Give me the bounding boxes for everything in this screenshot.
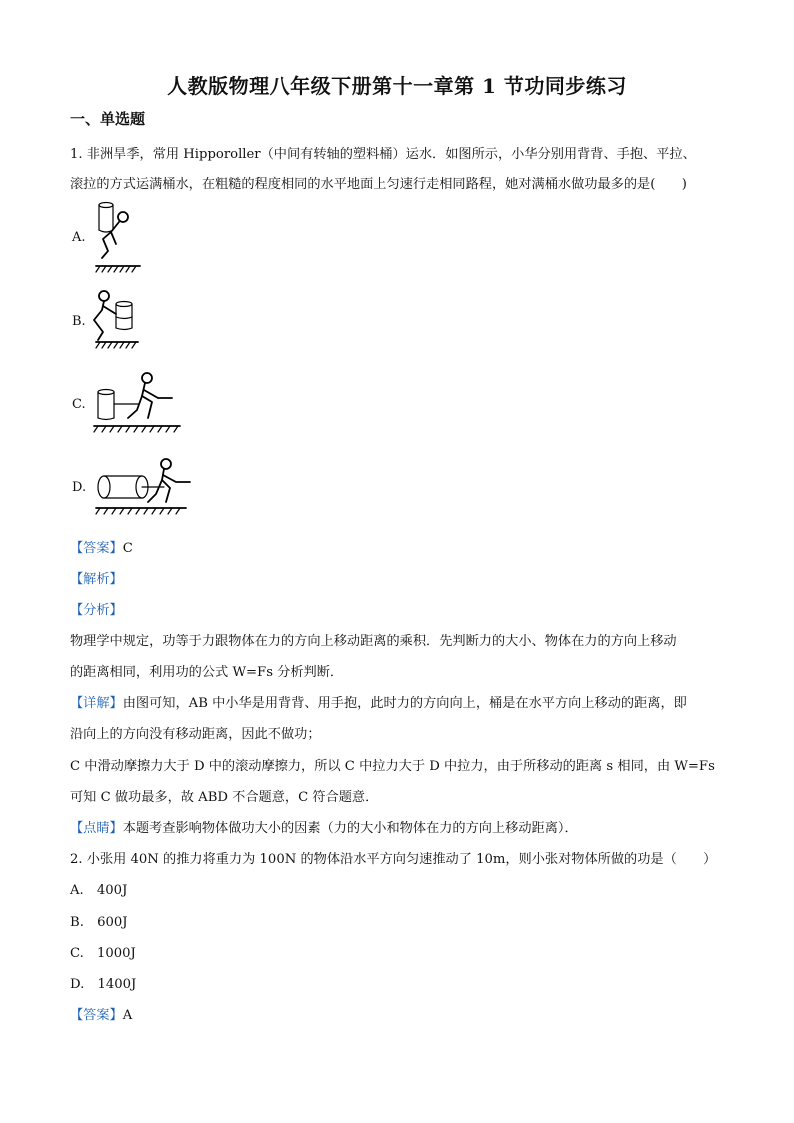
figure-d-roll (94, 450, 199, 522)
q2-option-a: A. 400J (70, 883, 128, 898)
xiangjie-tag: 【详解】 (70, 696, 123, 711)
answer-value: C (122, 541, 133, 556)
page-title: 人教版物理八年级下册第十一章第 1 节功同步练习 (167, 74, 627, 98)
q1-xiangjie-line2: 沿向上的方向没有移动距离，因此不做功； (70, 727, 321, 742)
q1-stem-line1: 1. 非洲旱季，常用 Hipporoller（中间有转轴的塑料桶）运水．如图所示，小华分别用背背、手抱、平拉、 (70, 147, 696, 162)
figure-b-arm-carry (90, 286, 150, 361)
q2-stem: 2. 小张用 40N 的推力将重力为 100N 的物体沿水平方向匀速推动了 10m，则小张对物体所做的功是（ ） (70, 852, 717, 867)
q2-option-b: B. 600J (70, 915, 128, 930)
q1-xiangjie-line3: C 中滑动摩擦力大于 D 中的滚动摩擦力，所以 C 中拉力大于 D 中拉力，由于所移动的距离 s 相同，由 W=Fs (70, 759, 715, 774)
q1-dianjing (70, 817, 578, 836)
q2-answer (70, 1004, 132, 1023)
jiexi-tag: 【解析】 (70, 572, 123, 587)
q1-stem-line2: 滚拉的方式运满桶水，在粗糙的程度相同的水平地面上匀速行走相同路程，她对满桶水做功最多的是( ) (70, 177, 687, 192)
q1-xiangjie-line1 (70, 692, 687, 711)
q1-fenxi (70, 599, 123, 618)
figure-a-back-carry (90, 196, 150, 276)
section-heading: 一、单选题 (70, 110, 146, 128)
fenxi-tag: 【分析】 (70, 603, 123, 618)
q1-jiexi (70, 568, 123, 587)
answer-tag: 【答案】 (70, 541, 123, 556)
q1-option-c-label: C. (72, 397, 86, 412)
q1-option-d-label: D. (72, 480, 87, 495)
q1-option-a-label: A. (72, 230, 86, 245)
dianjing-tag: 【点睛】 (70, 821, 123, 836)
q2-option-c: C. 1000J (70, 946, 136, 961)
q1-fenxi-line2: 的距离相同，利用功的公式 W=Fs 分析判断． (70, 665, 344, 680)
q1-option-b-label: B. (72, 314, 86, 329)
xiangjie-text: 由图可知，AB 中小华是用背背、用手抱，此时力的方向向上，桶是在水平方向上移动的距离，即 (122, 696, 687, 711)
answer-tag: 【答案】 (70, 1008, 123, 1023)
q2-option-d: D. 1400J (70, 977, 137, 992)
dianjing-text: 本题考查影响物体做功大小的因素（力的大小和物体在力的方向上移动距离）． (122, 821, 578, 836)
answer-value: A (122, 1008, 133, 1023)
q1-xiangjie-line4: 可知 C 做功最多，故 ABD 不合题意，C 符合题意． (70, 790, 379, 805)
q1-answer (70, 537, 133, 556)
figure-c-drag (92, 366, 187, 436)
q1-fenxi-line1: 物理学中规定，功等于力跟物体在力的方向上移动距离的乘积．先判断力的大小、物体在力的方向上移动 (70, 634, 677, 649)
